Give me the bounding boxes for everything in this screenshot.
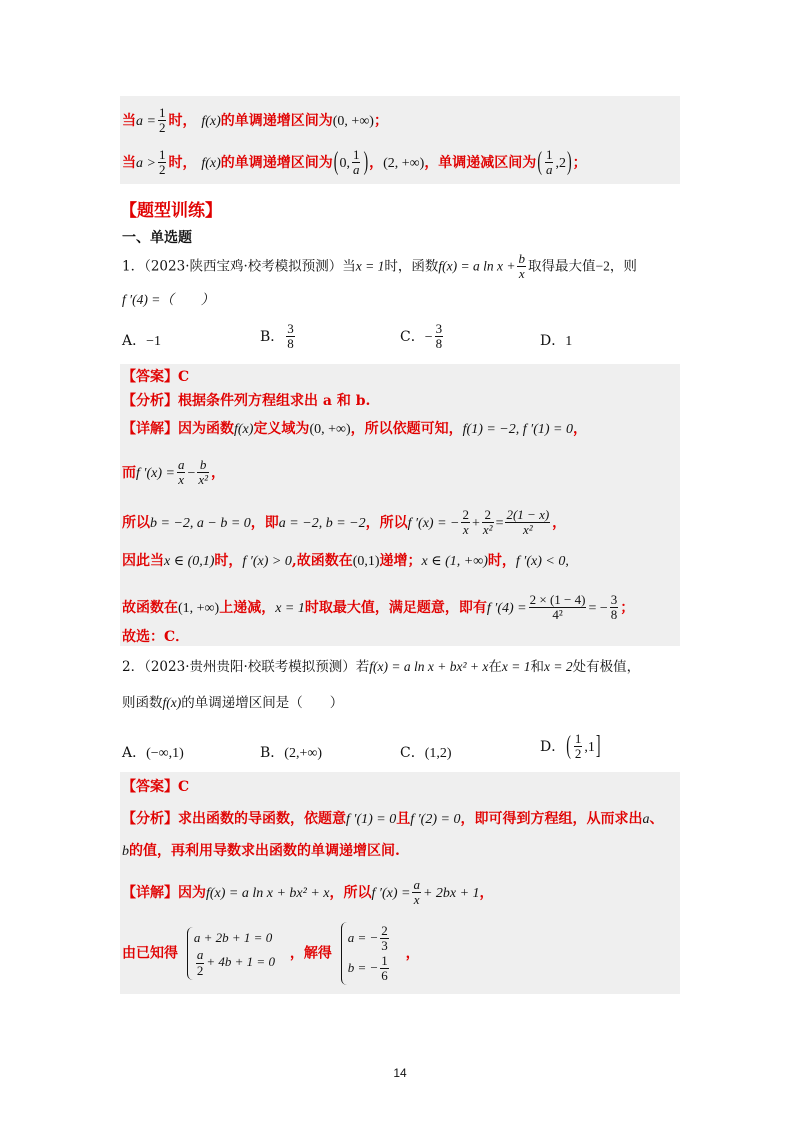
q1-option-b[interactable]: B． $\frac{3}{8}$ (260, 321, 294, 352)
q2-option-c[interactable]: C．(1,2) (400, 745, 452, 761)
question-1-stem: 1．（2023·陕西宝鸡·校考模拟预测）当x = 1时，函数f(x) = a ln x + $\frac{b}{x}$ 取得最大值−2，则 (122, 251, 637, 282)
equation-system-given: a + 2b + 1 = 0 $\frac{a}{2}$ + 4b + 1 = 0 (187, 927, 281, 979)
solution-line-1: 当a = $\frac{1}{2}$ 时， f(x)的单调递增区间为(0, +∞)； (122, 105, 388, 136)
q2-option-b[interactable]: B．(2,+∞) (260, 745, 322, 761)
detail-2-line-1: 【详解】因为f(x) = a ln x + bx² + x，所以f ′(x) = $\frac{a}{x}$ + 2bx + 1， (122, 877, 494, 908)
question-2-ask: 则函数f(x)的单调递增区间是（ ） (122, 695, 344, 711)
question-1-ask: f ′(4) =（ ） (122, 292, 215, 307)
q2-option-a[interactable]: A．(−∞,1) (122, 745, 184, 761)
analysis-2-line-1: 【分析】求出函数的导函数，依题意f ′(1) = 0且f ′(2) = 0，即可得到方程组，从而求出a、 (122, 811, 664, 827)
equation-system-solution: a = − $\frac{2}{3}$ b = − $\frac{1}{6}$ (341, 922, 397, 985)
answer-2-line: 【答案】C (122, 779, 190, 795)
analysis-1-line: 【分析】根据条件列方程组求出 a 和 b. (122, 393, 371, 409)
detail-1-line-1: 【详解】因为函数f(x)定义域为(0, +∞)，所以依题可知，f(1) = −2, f ′(1) = 0， (122, 421, 587, 437)
detail-1-line-5: 故函数在(1, +∞)上递减，x = 1时取最大值，满足题意，即有f ′(4) = $\frac{2 \times (1 - 4)}{\text{4²}}$ = − $\frac{3}{8}$ ； (122, 592, 635, 623)
answer-1-line: 【答案】C (122, 369, 190, 385)
q2-option-d[interactable]: D．( $\frac{1}{2}$ ,1] (540, 731, 601, 762)
analysis-2-line-2: b的值，再利用导数求出函数的单调递增区间. (122, 843, 400, 859)
detail-1-line-2: 而f ′(x) = $\frac{a}{x}$ − $\frac{b}{\text{x²}}$ ， (122, 457, 226, 488)
detail-1-line-3: 所以b = −2, a − b = 0，即a = −2, b = −2，所以f ′(x) = − $\frac{2}{x}$ + $\frac{2}{\text{x²}}$ = $\frac{2(1 - x)}{\text{x²}}$ ， (122, 507, 567, 538)
q1-option-d[interactable]: D．1 (540, 333, 573, 349)
question-2-stem: 2．（2023·贵州贵阳·校联考模拟预测）若f(x) = a ln x + bx² + x在x = 1和x = 2处有极值， (122, 659, 641, 675)
solution-line-2: 当a > $\frac{1}{2}$ 时， f(x)的单调递增区间为(0, $\frac{1}{a}$ )，(2, +∞)，单调递减区间为( $\frac{1}{a}$ ,2)； (122, 147, 587, 178)
subsection-title: 一、单选题 (122, 230, 192, 246)
section-title: 【题型训练】 (120, 201, 222, 221)
detail-2-line-2: 由已知得 a + 2b + 1 = 0 $\frac{a}{2}$ + 4b + 1 = 0 ，解得 a = − $\frac{2}{3}$ b = − $\frac{1}{6}$ ， (122, 922, 420, 985)
q1-option-a[interactable]: A．−1 (122, 333, 162, 349)
page-number: 14 (393, 1066, 407, 1080)
detail-1-line-4: 因此当x ∈ (0,1)时，f ′(x) > 0,故函数在(0,1)递增；x ∈ (1, +∞)时，f ′(x) < 0, (122, 553, 569, 569)
q1-option-c[interactable]: C．− $\frac{3}{8}$ (400, 321, 443, 352)
detail-1-line-6: 故选：C． (122, 629, 190, 645)
